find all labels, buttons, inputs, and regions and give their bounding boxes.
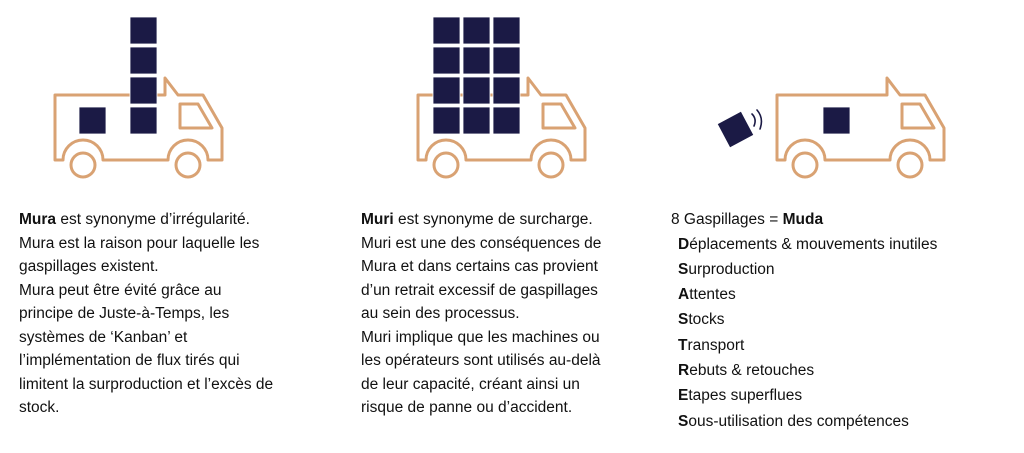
motion-lines-icon: [757, 110, 761, 129]
text-line: Mura et dans certains cas provient: [361, 258, 598, 275]
text-line: l’implémentation de flux tirés qui: [19, 352, 240, 369]
truck-window: [902, 104, 934, 128]
truck-wheel-front: [898, 153, 922, 177]
muda-heading: 8 Gaspillages = Muda: [671, 211, 824, 228]
text-line: Muri implique que les machines ou: [361, 328, 600, 346]
waste-list: [671, 232, 1011, 434]
muri-definition: Muri est synonyme de surcharge.: [361, 211, 593, 228]
muda-term: Muda: [782, 211, 824, 228]
text-line: les opérateurs sont utilisés au-delà: [361, 352, 601, 369]
muri-term: Muri: [361, 211, 394, 228]
text-line: Muri est une des conséquences de: [361, 234, 602, 252]
text-line: Mura peut être évité grâce au: [19, 281, 222, 299]
falling-box: [717, 111, 754, 148]
mura-definition: Mura est synonyme d’irrégularité.: [19, 211, 250, 228]
text-line: Mura est la raison pour laquelle les: [19, 234, 260, 252]
waste-item-deplacements: Déplacements & mouvements inutiles: [678, 235, 938, 253]
waste-item-sous-utilisation: Sous-utilisation des compétences: [678, 412, 909, 430]
truck-body-outline: [777, 78, 944, 160]
text-line: au sein des processus.: [361, 305, 520, 322]
text-line: d’un retrait excessif de gaspillages: [361, 281, 598, 299]
muda-description: [671, 208, 1011, 434]
text-line: gaspillages existent.: [19, 258, 159, 275]
waste-item-transport: Transport: [678, 336, 745, 354]
waste-item-attentes: Attentes: [678, 286, 736, 304]
muri-description: [361, 208, 651, 420]
truck-wheel-rear: [793, 153, 817, 177]
text-line: systèmes de ‘Kanban’ et: [19, 328, 188, 346]
text-line: limitent la surproduction et l’excès de: [19, 375, 274, 393]
text-line: stock.: [19, 399, 60, 416]
mura-term: Mura: [19, 211, 57, 228]
waste-item-etapes: Etapes superflues: [678, 387, 803, 405]
waste-item-rebuts: Rebuts & retouches: [678, 361, 815, 379]
text-line: principe de Juste-à-Temps, les: [19, 305, 230, 322]
mura-description: [19, 208, 309, 420]
cargo-box: [823, 107, 850, 134]
text-line: risque de panne ou d’accident.: [361, 399, 573, 416]
waste-item-surproduction: Surproduction: [678, 260, 775, 278]
muda-truck-illustration: [0, 0, 960, 195]
waste-item-stocks: Stocks: [678, 311, 725, 329]
text-line: de leur capacité, créant ainsi un: [361, 375, 580, 393]
motion-lines-icon: [752, 114, 755, 126]
